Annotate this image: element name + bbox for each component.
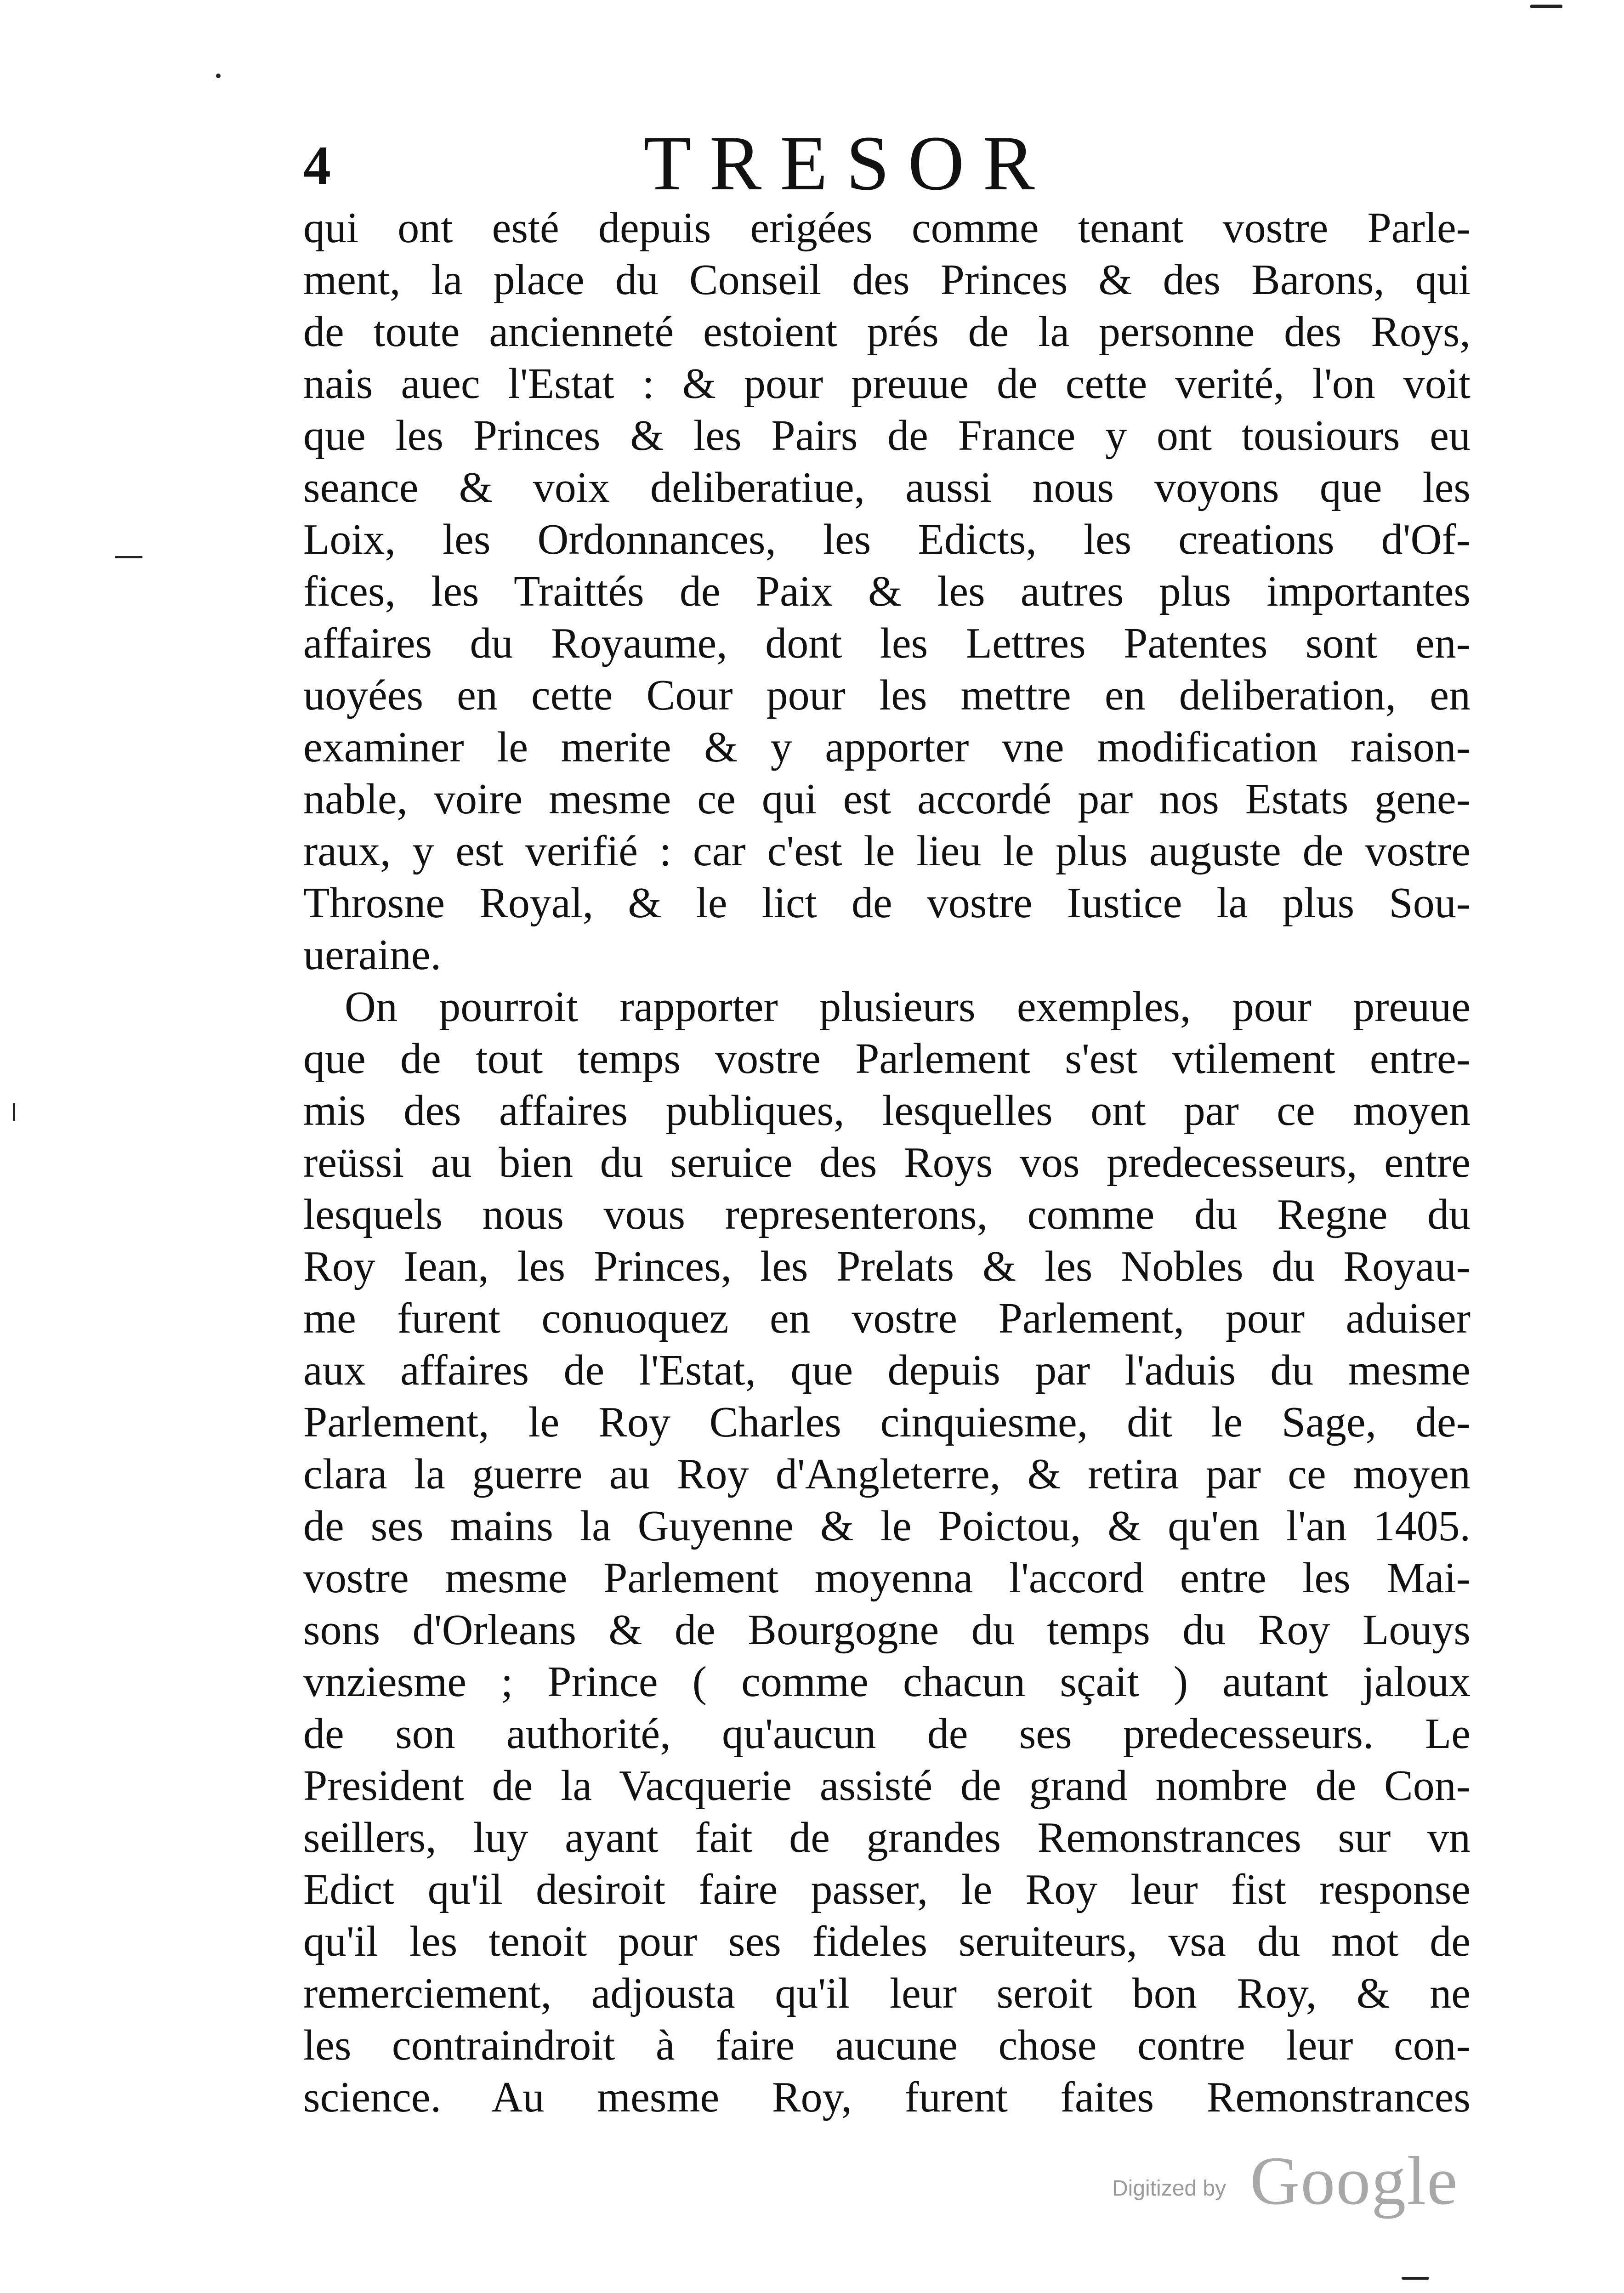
- paragraph-start-line: On pourroit rapporter plusieurs exemples, pour preuue: [345, 983, 1471, 1031]
- text-line: Roy Iean, les Princes, les Prelats & les Nobles du Royau-: [303, 1243, 1471, 1290]
- text-line: seance & voix deliberatiue, aussi nous voyons que les: [303, 464, 1471, 511]
- body-text: [303, 202, 1471, 2123]
- text-line: sons d'Orleans & de Bourgogne du temps du Roy Louys: [303, 1606, 1471, 1654]
- google-logo: Google: [1250, 2143, 1459, 2219]
- text-line: fices, les Traittés de Paix & les autres plus importantes: [303, 568, 1471, 615]
- text-line: les contraindroit à faire aucune chose contre leur con-: [303, 2021, 1471, 2069]
- text-line: vostre mesme Parlement moyenna l'accord entre les Mai-: [303, 1554, 1471, 1602]
- text-line: mis des affaires publiques, lesquelles ont par ce moyen: [303, 1087, 1471, 1135]
- text-line: seillers, luy ayant fait de grandes Remonstrances sur vn: [303, 1814, 1471, 1862]
- text-line: examiner le merite & y apporter vne modification raison-: [303, 723, 1471, 771]
- page-number: 4: [303, 135, 331, 196]
- scan-speck: [115, 556, 142, 558]
- text-line: nais auec l'Estat : & pour preuue de cette verité, l'on voit: [303, 360, 1471, 408]
- text-line: ueraine.: [303, 931, 442, 979]
- running-title: TRESOR: [643, 120, 1053, 206]
- scan-speck: [216, 74, 221, 78]
- digitized-by-label: Digitized by: [1112, 2176, 1227, 2201]
- text-line: de son authorité, qu'aucun de ses predecesseurs. Le: [303, 1710, 1471, 1758]
- text-line: clara la guerre au Roy d'Angleterre, & retira par ce moyen: [303, 1450, 1471, 1498]
- text-line: ment, la place du Conseil des Princes & des Barons, qui: [303, 256, 1471, 304]
- text-line: Edict qu'il desiroit faire passer, le Roy leur fist response: [303, 1866, 1471, 1913]
- text-line: de toute ancienneté estoient prés de la personne des Roys,: [303, 308, 1471, 356]
- text-line: Loix, les Ordonnances, les Edicts, les creations d'Of-: [303, 516, 1471, 563]
- text-line: uoyées en cette Cour pour les mettre en deliberation, en: [303, 671, 1471, 719]
- scan-speck: [1402, 2277, 1429, 2280]
- scan-speck: [1530, 5, 1562, 8]
- text-line: Parlement, le Roy Charles cinquiesme, dit le Sage, de-: [303, 1398, 1471, 1446]
- scan-speck: [13, 1103, 15, 1121]
- text-line: lesquels nous vous representerons, comme du Regne du: [303, 1191, 1471, 1238]
- text-line: que les Princes & les Pairs de France y ont tousiours eu: [303, 412, 1471, 460]
- digitization-watermark: [1112, 2132, 1480, 2224]
- text-line: nable, voire mesme ce qui est accordé par nos Estats gene-: [303, 775, 1471, 823]
- text-line: de ses mains la Guyenne & le Poictou, & qu'en l'an 1405.: [303, 1502, 1471, 1550]
- text-line: remerciement, adjousta qu'il leur seroit bon Roy, & ne: [303, 1969, 1471, 2017]
- text-line: me furent conuoquez en vostre Parlement, pour aduiser: [303, 1294, 1471, 1342]
- text-line: que de tout temps vostre Parlement s'est vtilement entre-: [303, 1035, 1471, 1083]
- text-line: qui ont esté depuis erigées comme tenant vostre Parle-: [303, 204, 1471, 252]
- text-line: vnziesme ; Prince ( comme chacun sçait ) autant jaloux: [303, 1658, 1471, 1706]
- text-line: reüssi au bien du seruice des Roys vos predecesseurs, entre: [303, 1139, 1471, 1186]
- text-line: President de la Vacquerie assisté de grand nombre de Con-: [303, 1762, 1471, 1810]
- text-line: raux, y est verifié : car c'est le lieu le plus auguste de vostre: [303, 827, 1471, 875]
- text-line: aux affaires de l'Estat, que depuis par l'aduis du mesme: [303, 1346, 1471, 1394]
- text-line: Throsne Royal, & le lict de vostre Iustice la plus Sou-: [303, 879, 1471, 927]
- text-line: science. Au mesme Roy, furent faites Remonstrances: [303, 2073, 1471, 2121]
- text-line: qu'il les tenoit pour ses fideles seruiteurs, vsa du mot de: [303, 1918, 1471, 1965]
- text-line: affaires du Royaume, dont les Lettres Patentes sont en-: [303, 619, 1471, 667]
